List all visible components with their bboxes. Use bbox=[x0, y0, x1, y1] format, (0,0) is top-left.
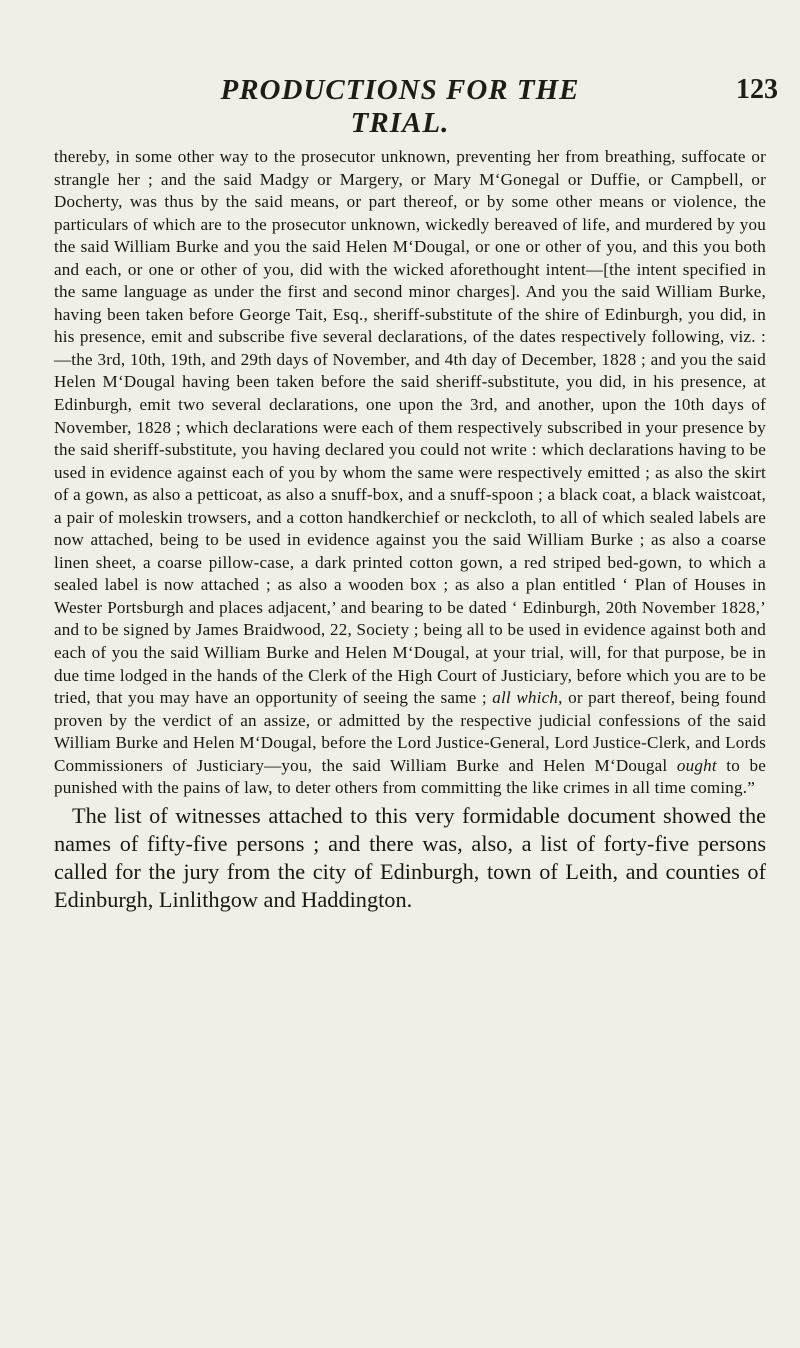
running-head bbox=[0, 64, 800, 139]
indictment-italic-all-which: all which bbox=[492, 688, 559, 708]
indictment-italic-ought: ought bbox=[676, 755, 717, 775]
indictment-text-1: thereby, in some other way to the prosecutor unknown, preventing her from breathing, suffocate or strangle her ; and the said Madgy or Margery, or Mary M‘Gonegal or Duffie, or Campbell, or Docherty, was thus by the said means, or part thereof, or by some other means or violence, the particulars of which are to the prosecutor unknown, wickedly bereaved of life, and murdered by you the said William Burke and you the said Helen M‘Dougal, or one or other of you, and this you both and each, or one or other of you, did with the wicked aforethought intent—[the intent specified in the same language as under the first and second minor charges]. And you the said William Burke, having been taken before George Tait, Esq., sheriff-substitute of the shire of Edinburgh, you did, in his presence, emit and subscribe five several declarations, of the dates respectively following, viz. :—the 3rd, 10th, 19th, and 29th days of November, and 4th day of December, 1828 ; and you the said Helen M‘Dougal having been taken before the said sheriff-substitute, you did, in his presence, at Edinburgh, emit two several declarations, one upon the 3rd, and another, upon the 10th days of November, 1828 ; which declarations were each of them respectively subscribed in your presence by the said sheriff-substitute, you having declared you could not write : which declarations having to be used in evidence against each of you by whom the same were respectively emitted ; as also the skirt of a gown, as also a petticoat, as also a snuff-box, and a snuff-spoon ; a black coat, a black waistcoat, a pair of moleskin trowsers, and a cotton handkerchief or neckcloth, to all of which sealed labels are now attached, being to be used in evidence against you the said William Burke ; as also a coarse linen sheet, a coarse pillow-case, a dark printed cotton gown, a red striped bed-gown, to which a sealed label is now attached ; as also a wooden box ; as also a plan entitled ‘ Plan of Houses in Wester Portsburgh and places adjacent,’ and bearing to be dated ‘ Edinburgh, 20th November 1828,’ and to be signed by James Braidwood, 22, Society ; being all to be used in evidence against both and each of you the said William Burke and Helen M‘Dougal, at your trial, will, for that purpose, be in due time lodged in the hands of the Clerk of the High Court of Justiciary, before which you are to be tried, that you may have an opportunity of seeing the same ; bbox=[54, 147, 766, 708]
narrative-paragraph: The list of witnesses attached to this very formidable document showed the names of fifty-five persons ; and there was, also, a list of forty-five persons called for the jury from the city of Edinburgh, town of Leith, and counties of Edinburgh, Linlithgow and Haddington. bbox=[54, 802, 766, 913]
indictment-text-2: , or part thereof, being found proven by the verdict of an assize, or admitted by the respective judicial confessions of the said William Burke and Helen M‘Dougal, before the Lord Justice-General, Lord Justice-Clerk, and Lords Commissioners of Justiciary—you, the said William Burke and Helen M‘Dougal bbox=[54, 688, 766, 775]
page-number: 123 bbox=[736, 74, 778, 105]
body-text bbox=[54, 146, 766, 915]
indictment-extract bbox=[54, 146, 766, 800]
running-title: PRODUCTIONS FOR THE TRIAL. bbox=[220, 74, 580, 139]
indictment-text-3: to be punished with the pains of law, to deter others from committing the like crimes in all time coming.” bbox=[54, 755, 766, 798]
